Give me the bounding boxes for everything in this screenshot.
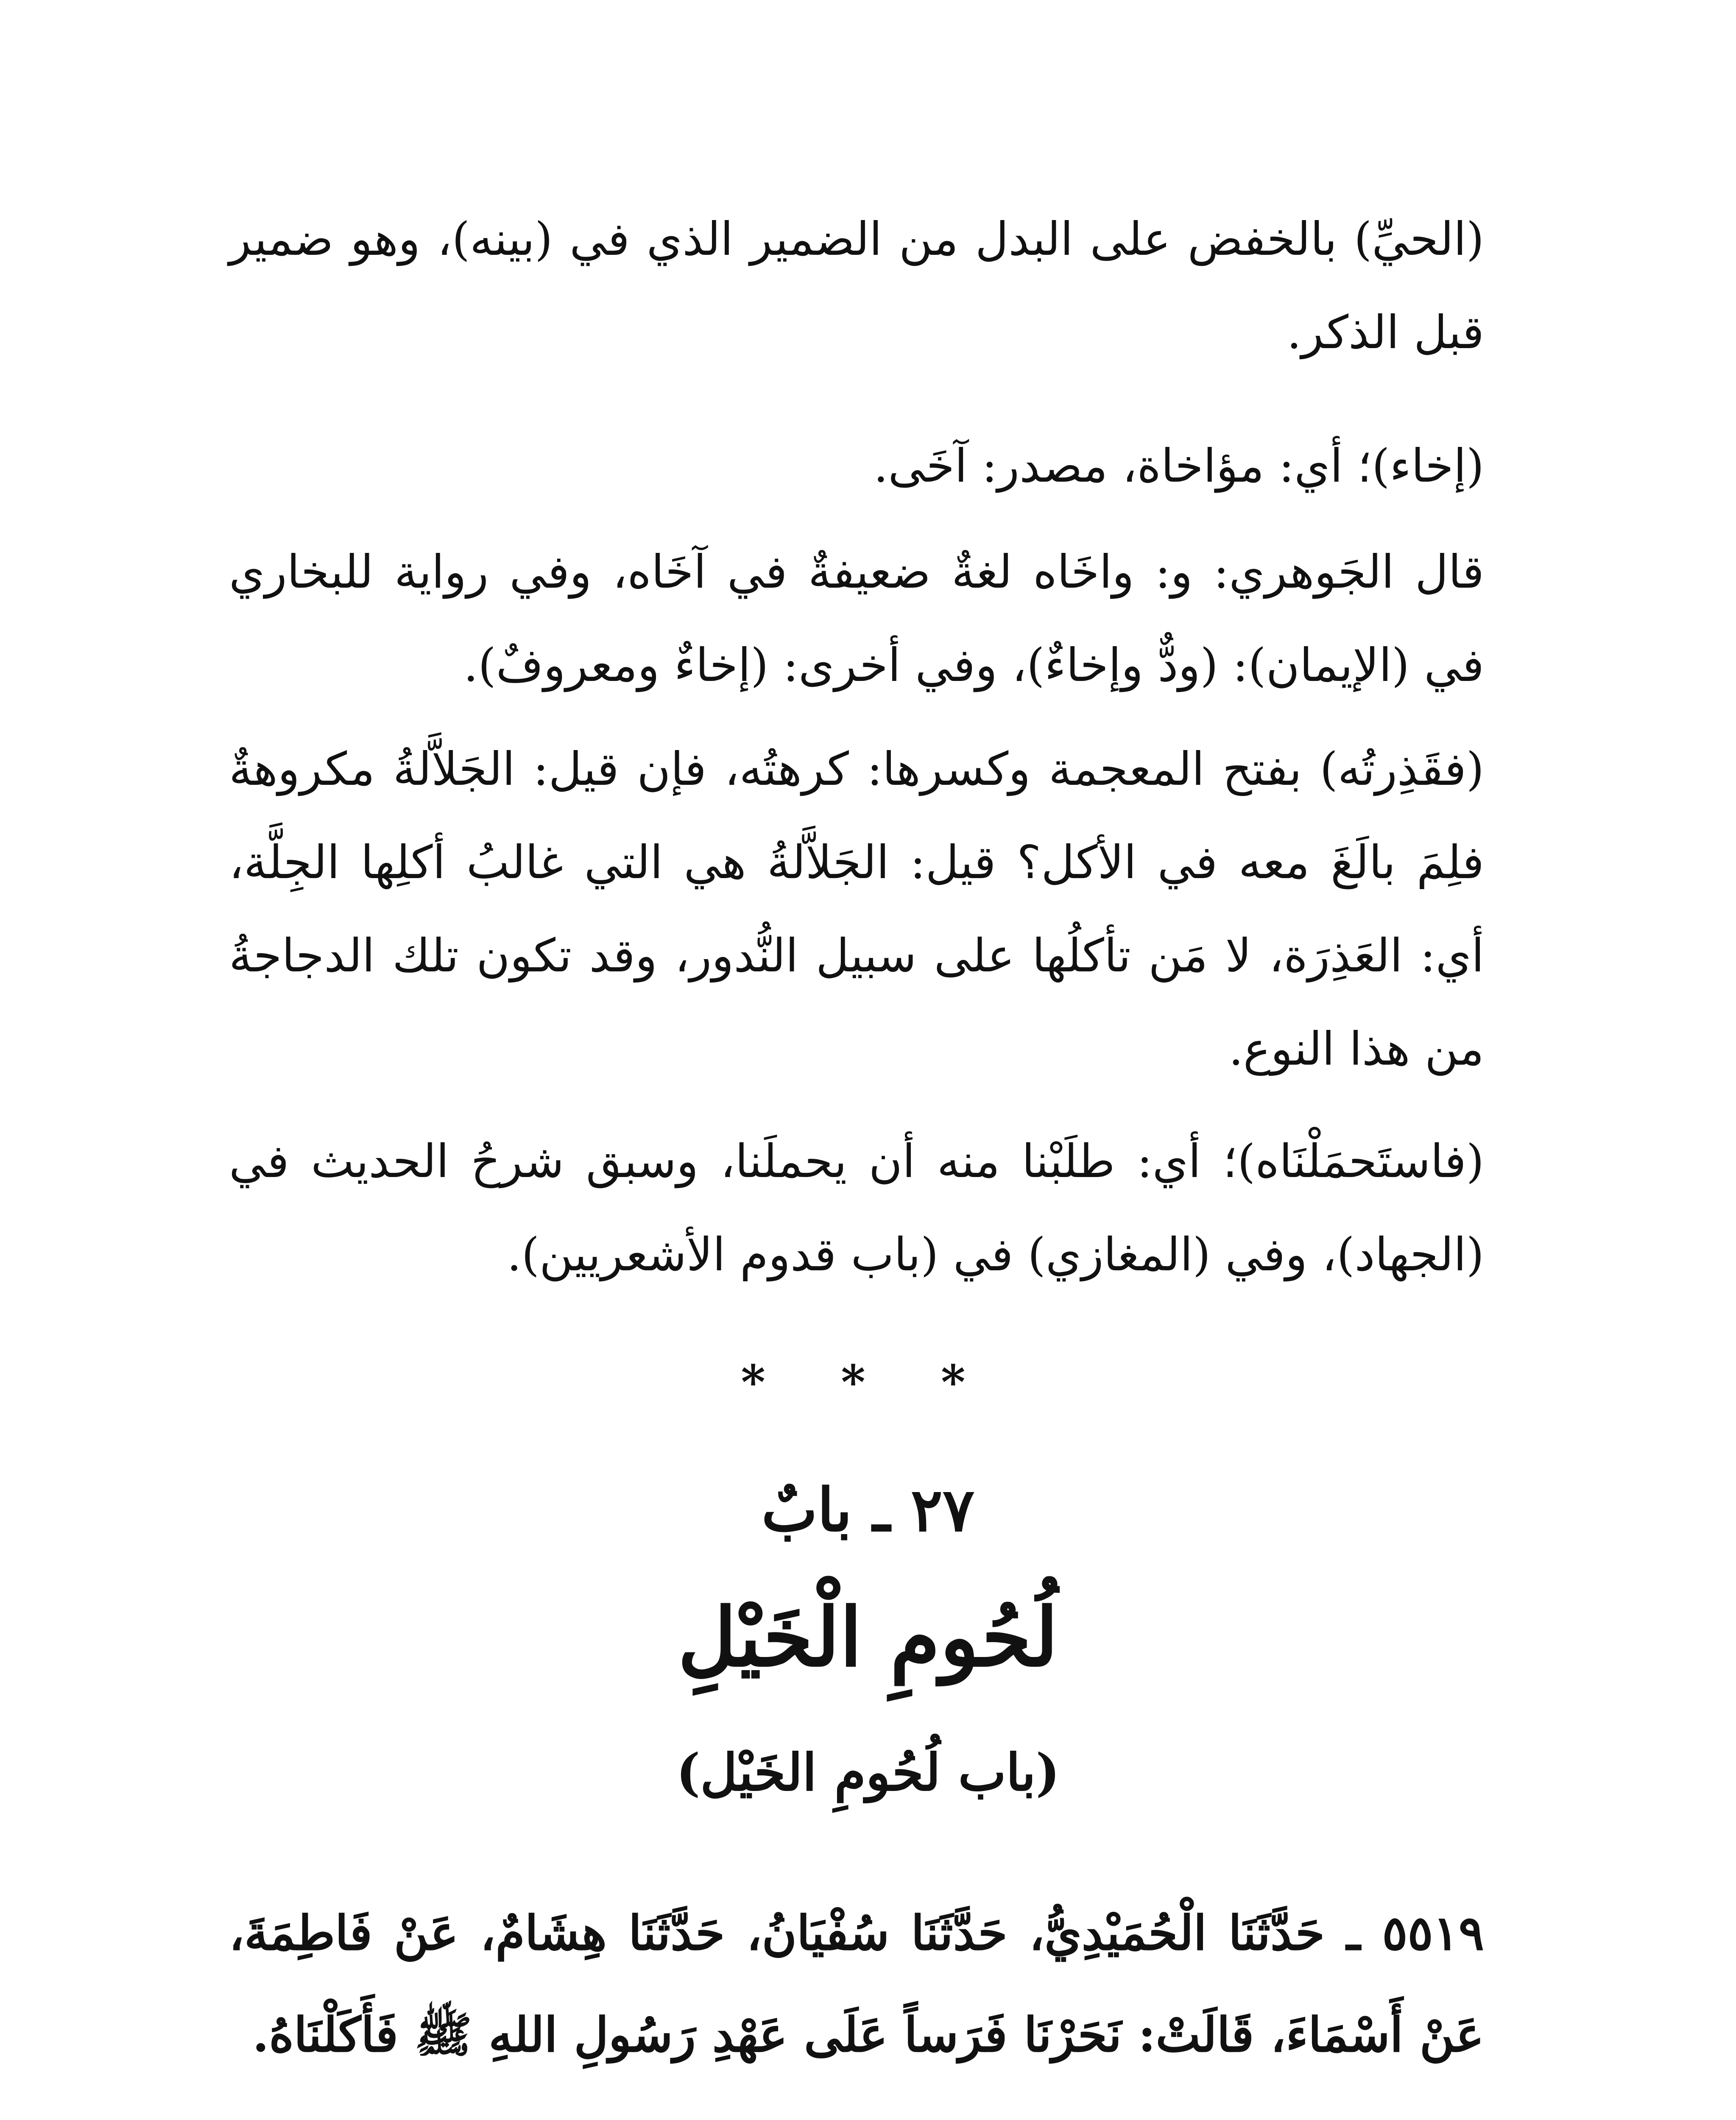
commentary-paragraph: (الحيِّ) بالخفض على البدل من الضمير الذي في (بينه)، وهو ضمير قبل الذكر. (229, 213, 1484, 359)
commentary-paragraph: (فاستَحمَلْنَاه)؛ أي: طلَبْنا منه أن يحملَنا، وسبق شرحُ الحديث في (الجهاد)، وفي (المغازي) في (باب قدوم الأشعريين). (229, 1135, 1484, 1281)
commentary-paragraph: (فقَذِرتُه) بفتح المعجمة وكسرها: كرهتُه، فإن قيل: الجَلاَّلةُ مكروهةٌ فلِمَ بالَغَ معه في الأكل؟ قيل: الجَلاَّلةُ هي التي غالبُ أكلِها الجِلَّة، أي: العَذِرَة، لا مَن تأكلُها على سبيل النُّدور، وقد تكون تلك الدجاجةُ من هذا النوع. (229, 743, 1484, 1076)
hadith-text: ٥٥١٩ ـ حَدَّثَنَا الْحُمَيْدِيُّ، حَدَّثَنَا سُفْيَانُ، حَدَّثَنَا هِشَامٌ، عَنْ فَاطِمَةَ، عَنْ أَسْمَاءَ، قَالَتْ: نَحَرْنَا فَرَساً عَلَى عَهْدِ رَسُولِ اللهِ ﷺ فَأَكَلْنَاهُ. (229, 1905, 1484, 2063)
section-separator: * * * (741, 1355, 995, 1409)
commentary-paragraph: قال الجَوهري: و: واخَاه لغةٌ ضعيفةٌ في آخَاه، وفي رواية للبخاري في (الإيمان): (ودٌّ وإخاءٌ)، وفي أخرى: (إخاءٌ ومعروفٌ). (229, 546, 1484, 692)
commentary-paragraph: (إخاء)؛ أي: مؤاخاة، مصدر: آخَى. (874, 440, 1484, 493)
chapter-subtitle: (باب لُحُومِ الخَيْل) (676, 1743, 1060, 1802)
chapter-number: ٢٧ ـ بابٌ (761, 1476, 975, 1545)
chapter-title: لُحُومِ الْخَيْلِ (678, 1590, 1058, 1685)
